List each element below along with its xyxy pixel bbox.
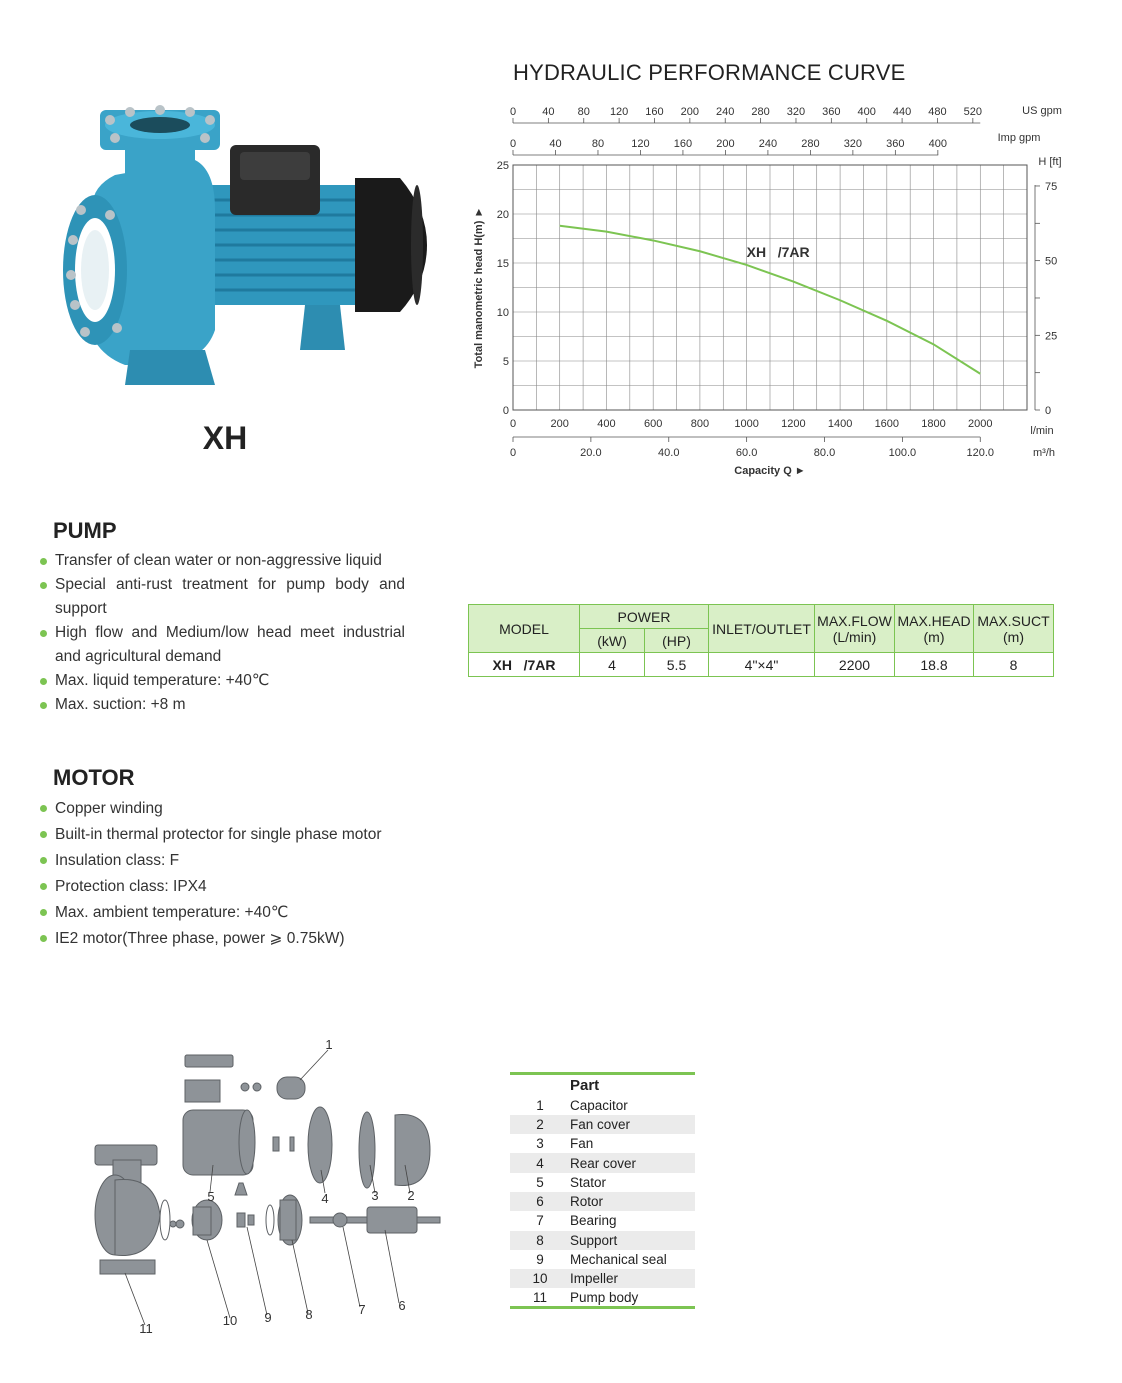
x-tick-label: 1600 bbox=[874, 418, 900, 430]
diagram-callout-number: 11 bbox=[139, 1321, 153, 1336]
m3h-tick-label: 100.0 bbox=[888, 447, 917, 459]
diagram-callout-number: 10 bbox=[222, 1313, 238, 1328]
part-number: 7 bbox=[536, 1213, 544, 1229]
x-unit-label: l/min bbox=[1030, 425, 1054, 437]
parts-row bbox=[510, 1096, 695, 1115]
part-name: Capacitor bbox=[570, 1097, 628, 1113]
y-tick-label: 10 bbox=[496, 307, 509, 319]
imp-gpm-tick-label: 400 bbox=[928, 138, 948, 150]
x-tick-label: 400 bbox=[597, 418, 616, 430]
spec-cell-hp: 5.5 bbox=[645, 653, 709, 677]
pump-feature-item: Transfer of clean water or non-aggressive liquid bbox=[40, 549, 405, 573]
imp-gpm-tick-label: 120 bbox=[631, 138, 650, 150]
m3h-tick-label: 80.0 bbox=[813, 447, 836, 459]
us-gpm-unit-label: US gpm bbox=[1022, 105, 1062, 117]
ft-tick-label: 75 bbox=[1045, 180, 1058, 193]
x-tick-label: 0 bbox=[509, 418, 517, 430]
parts-row bbox=[510, 1288, 695, 1307]
us-gpm-tick-label: 120 bbox=[609, 106, 629, 118]
series-label: XH /7AR bbox=[746, 244, 810, 261]
spec-row bbox=[469, 653, 1054, 677]
ft-unit-label: H [ft] bbox=[1038, 156, 1062, 168]
ft-tick-label: 50 bbox=[1045, 255, 1058, 268]
spec-header-max-head: MAX.HEAD (m) bbox=[895, 605, 974, 653]
spec-header-max-suct: MAX.SUCT (m) bbox=[974, 605, 1054, 653]
spec-header-max-flow: MAX.FLOW (L/min) bbox=[815, 605, 895, 653]
parts-row bbox=[510, 1250, 695, 1269]
us-gpm-tick-label: 0 bbox=[509, 106, 517, 118]
us-gpm-tick-label: 200 bbox=[680, 106, 700, 118]
us-gpm-tick-label: 360 bbox=[822, 106, 841, 118]
y-tick-label: 0 bbox=[502, 405, 509, 417]
pump-feature-item: Special anti-rust treatment for pump body and support bbox=[40, 573, 405, 621]
us-gpm-tick-label: 240 bbox=[716, 106, 735, 118]
parts-table-header: Part bbox=[570, 1074, 695, 1096]
part-name: Support bbox=[570, 1231, 695, 1250]
spec-table bbox=[468, 604, 1054, 677]
m3h-tick-label: 0 bbox=[509, 447, 517, 459]
part-number: 4 bbox=[510, 1153, 570, 1172]
us-gpm-tick-label: 400 bbox=[857, 106, 876, 118]
pump-feature-item: High flow and Medium/low head meet industrial and agricultural demand bbox=[40, 621, 405, 669]
y-tick-label: 15 bbox=[496, 258, 509, 270]
x-tick-label: 2000 bbox=[968, 418, 993, 430]
motor-feature-item: Insulation class: F bbox=[40, 848, 420, 874]
motor-feature-item: IE2 motor(Three phase, power ⩾ 0.75kW) bbox=[40, 926, 420, 952]
imp-gpm-tick-label: 360 bbox=[886, 138, 905, 150]
spec-header-model: MODEL bbox=[469, 605, 580, 653]
chart-title: HYDRAULIC PERFORMANCE CURVE bbox=[513, 60, 906, 85]
part-name: Fan bbox=[570, 1136, 594, 1152]
spec-cell-kw: 4 bbox=[580, 653, 645, 677]
part-name: Mechanical seal bbox=[570, 1252, 667, 1268]
diagram-callout-number: 8 bbox=[305, 1307, 313, 1322]
pump-product-image bbox=[55, 100, 435, 400]
y-tick-label: 5 bbox=[502, 356, 509, 368]
part-number: 8 bbox=[510, 1231, 570, 1250]
spec-cell-max-flow: 2200 bbox=[815, 653, 895, 677]
diagram-callout-number: 6 bbox=[398, 1298, 406, 1313]
pump-section-title: PUMP bbox=[53, 518, 117, 543]
part-name: Pump body bbox=[570, 1288, 695, 1307]
diagram-callout-number: 7 bbox=[358, 1302, 366, 1317]
spec-cell-max-suct: 8 bbox=[974, 653, 1054, 677]
x-tick-label: 1000 bbox=[734, 418, 759, 430]
parts-row bbox=[510, 1153, 695, 1172]
part-number: 11 bbox=[510, 1288, 570, 1307]
spec-header-kw: (kW) bbox=[580, 629, 645, 653]
part-number: 3 bbox=[536, 1136, 544, 1152]
spec-header-hp: (HP) bbox=[645, 629, 709, 653]
part-number: 10 bbox=[510, 1269, 570, 1288]
motor-feature-item: Max. ambient temperature: +40℃ bbox=[40, 900, 420, 926]
parts-row bbox=[510, 1231, 695, 1250]
imp-gpm-tick-label: 320 bbox=[843, 138, 863, 150]
parts-row bbox=[510, 1269, 695, 1288]
ft-tick-label: 25 bbox=[1045, 330, 1058, 343]
x-tick-label: 600 bbox=[644, 418, 663, 430]
part-name: Bearing bbox=[570, 1213, 617, 1229]
x-tick-label: 800 bbox=[690, 418, 710, 430]
spec-cell-max-head: 18.8 bbox=[895, 653, 974, 677]
imp-gpm-tick-label: 160 bbox=[673, 138, 693, 150]
m3h-tick-label: 60.0 bbox=[735, 447, 758, 459]
m3h-unit-label: m³/h bbox=[1033, 447, 1055, 459]
x-axis-title: Capacity Q ► bbox=[734, 465, 806, 477]
imp-gpm-tick-label: 40 bbox=[549, 138, 562, 150]
imp-gpm-unit-label: Imp gpm bbox=[997, 132, 1041, 144]
y-tick-label: 25 bbox=[496, 160, 509, 172]
imp-gpm-tick-label: 80 bbox=[591, 138, 605, 150]
m3h-tick-label: 20.0 bbox=[580, 447, 602, 459]
spec-header-power: POWER bbox=[580, 605, 709, 629]
part-number: 9 bbox=[536, 1252, 544, 1268]
us-gpm-tick-label: 40 bbox=[542, 106, 555, 118]
parts-row bbox=[510, 1192, 695, 1211]
us-gpm-tick-label: 320 bbox=[786, 106, 806, 118]
part-number: 6 bbox=[510, 1192, 570, 1211]
x-tick-label: 1400 bbox=[827, 418, 853, 430]
us-gpm-tick-label: 160 bbox=[645, 106, 664, 118]
diagram-callout-number: 9 bbox=[264, 1310, 272, 1325]
product-model-name: XH bbox=[202, 420, 248, 456]
imp-gpm-tick-label: 240 bbox=[758, 138, 778, 150]
ft-tick-label: 0 bbox=[1045, 405, 1052, 417]
parts-row bbox=[510, 1211, 695, 1230]
imp-gpm-tick-label: 0 bbox=[509, 138, 517, 150]
motor-feature-item: Built-in thermal protector for single phase motor bbox=[40, 822, 420, 848]
exploded-pump-diagram bbox=[85, 1035, 455, 1345]
diagram-callout-number: 2 bbox=[407, 1188, 415, 1203]
imp-gpm-tick-label: 200 bbox=[716, 138, 735, 150]
us-gpm-tick-label: 480 bbox=[928, 106, 947, 118]
part-name: Impeller bbox=[570, 1269, 695, 1288]
us-gpm-tick-label: 520 bbox=[963, 106, 983, 118]
pump-feature-item: Max. liquid temperature: +40℃ bbox=[40, 669, 405, 693]
x-tick-label: 1800 bbox=[921, 418, 946, 430]
y-tick-label: 20 bbox=[496, 209, 509, 221]
parts-row bbox=[510, 1115, 695, 1134]
spec-cell-inlet-outlet: 4"×4" bbox=[709, 653, 815, 677]
pump-features-list bbox=[40, 549, 405, 717]
motor-feature-item: Protection class: IPX4 bbox=[40, 874, 420, 900]
us-gpm-tick-label: 280 bbox=[751, 106, 770, 118]
part-number: 5 bbox=[536, 1174, 544, 1190]
diagram-callout-number: 1 bbox=[325, 1037, 333, 1052]
part-name: Stator bbox=[570, 1174, 607, 1190]
spec-cell-model: XH /7AR bbox=[469, 653, 580, 677]
part-number: 1 bbox=[536, 1097, 544, 1113]
parts-row bbox=[510, 1134, 695, 1153]
parts-row bbox=[510, 1173, 695, 1192]
m3h-tick-label: 120.0 bbox=[966, 447, 995, 459]
imp-gpm-tick-label: 280 bbox=[801, 138, 820, 150]
diagram-callout-number: 5 bbox=[207, 1189, 215, 1204]
x-tick-label: 200 bbox=[550, 418, 569, 430]
performance-curve-chart bbox=[460, 95, 1070, 485]
motor-feature-item: Copper winding bbox=[40, 796, 420, 822]
part-name: Rear cover bbox=[570, 1153, 695, 1172]
motor-features-list bbox=[40, 796, 420, 952]
us-gpm-tick-label: 440 bbox=[892, 106, 912, 118]
spec-header-inlet-outlet: INLET/OUTLET bbox=[709, 605, 815, 653]
us-gpm-tick-label: 80 bbox=[577, 106, 590, 118]
m3h-tick-label: 40.0 bbox=[658, 447, 680, 459]
part-name: Fan cover bbox=[570, 1115, 695, 1134]
y-axis-title: Total manometric head H(m) ► bbox=[473, 206, 485, 369]
diagram-callout-number: 3 bbox=[371, 1188, 379, 1203]
part-name: Rotor bbox=[570, 1192, 695, 1211]
diagram-callout-number: 4 bbox=[321, 1191, 329, 1206]
parts-table bbox=[510, 1072, 695, 1309]
x-tick-label: 1200 bbox=[781, 418, 806, 430]
motor-section-title: MOTOR bbox=[53, 765, 135, 790]
part-number: 2 bbox=[510, 1115, 570, 1134]
pump-feature-item: Max. suction: +8 m bbox=[40, 693, 405, 717]
